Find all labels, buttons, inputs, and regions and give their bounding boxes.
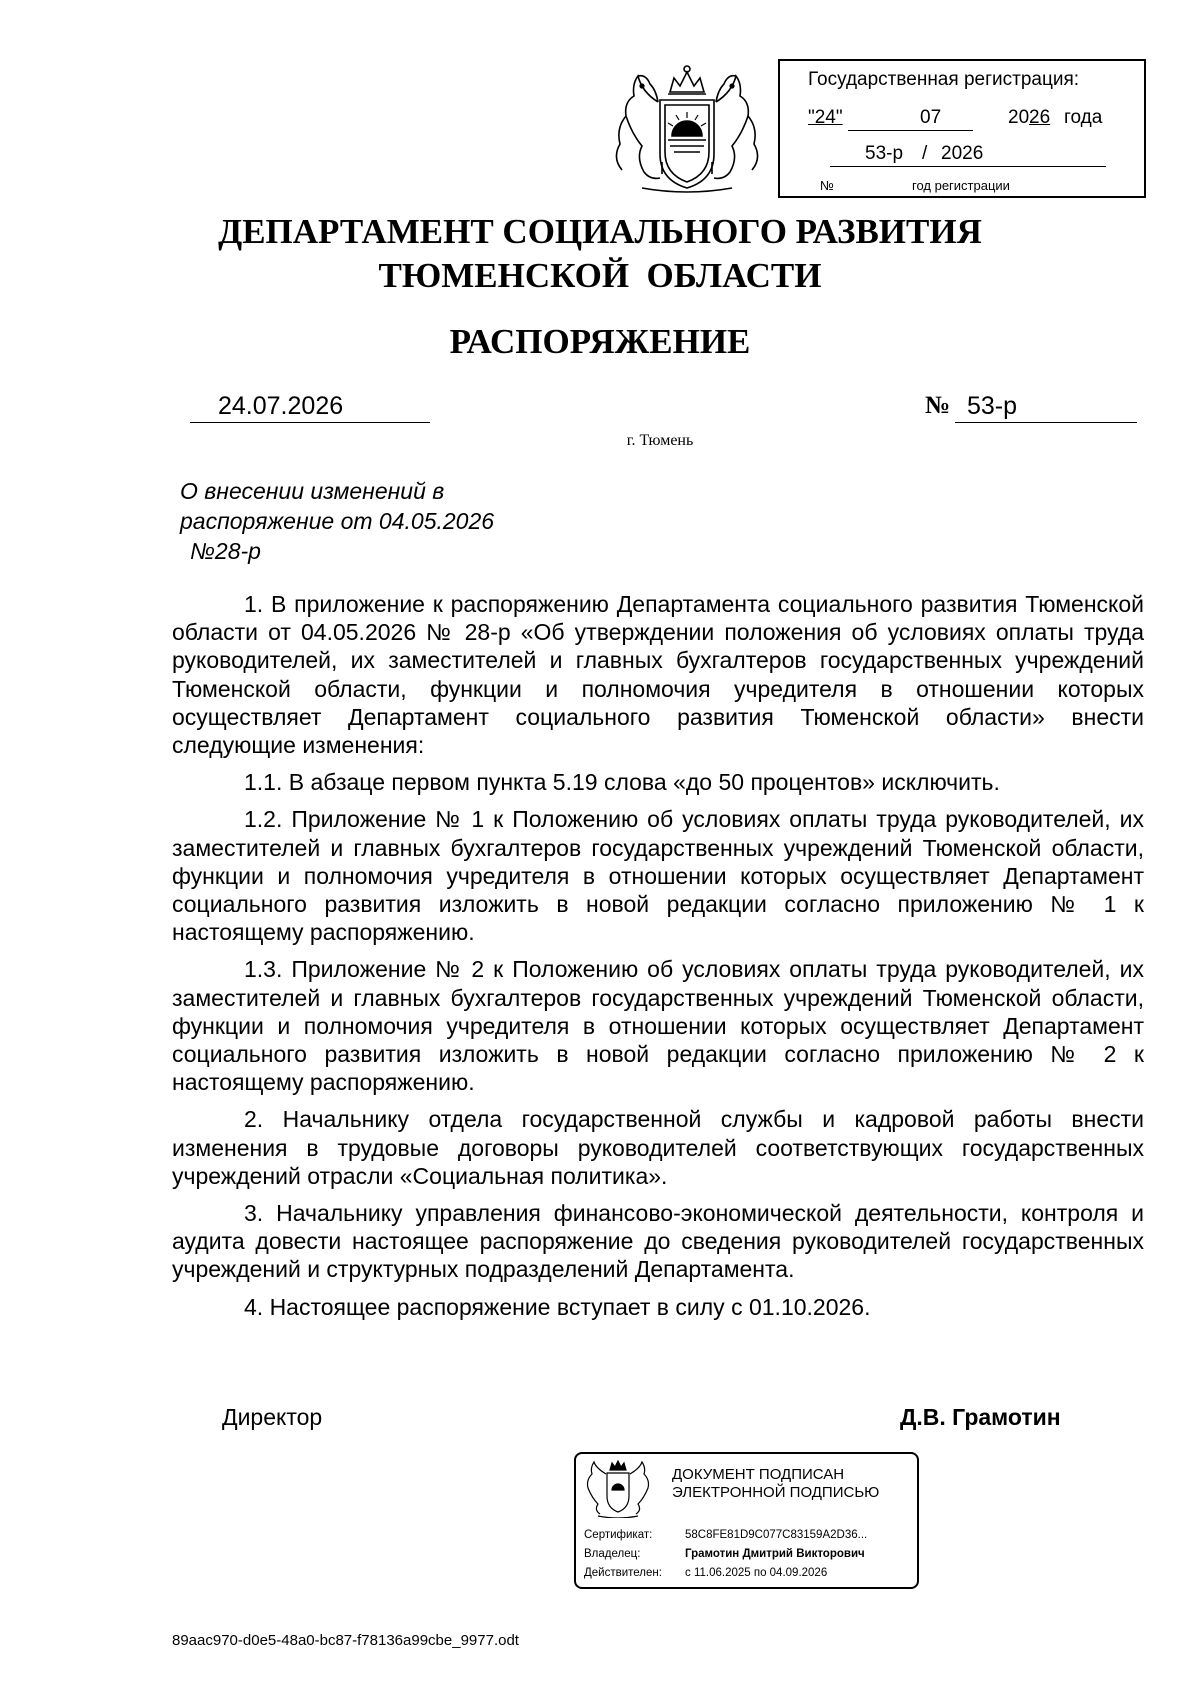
document-subject <box>180 476 494 566</box>
document-number-label: № <box>925 392 951 419</box>
registration-stamp-box <box>778 59 1146 198</box>
paragraph-4: 4. Настоящее распоряжение вступает в силу с 01.10.2026. <box>244 1293 871 1320</box>
department-name <box>0 210 1200 298</box>
paragraph-3: 3. Начальнику управления финансово-экономической деятельности, контроля и аудита довести настоящее распоряжение до сведения руководителей государственных учреждений и структурных подразделений Департамента. <box>172 1200 1144 1283</box>
esign-heading-line2: ЭЛЕКТРОННОЙ ПОДПИСЬЮ <box>672 1484 880 1501</box>
registration-year-prefix: 20 <box>1008 107 1030 128</box>
esign-validity-label: Действителен: <box>584 1567 662 1579</box>
registration-slash: / <box>922 143 928 164</box>
document-city: г. Тюмень <box>626 432 694 449</box>
coat-of-arms-emblem <box>602 62 772 197</box>
footer-filename: 89aac970-d0e5-48a0-bc87-f78136a99cbe_9977.odt <box>172 1632 519 1649</box>
esign-validity-value: с 11.06.2025 по 04.09.2026 <box>685 1567 828 1579</box>
document-number-field <box>955 392 1137 423</box>
registration-date-line <box>808 107 1128 131</box>
esign-heading-line1: ДОКУМЕНТ ПОДПИСАН <box>672 1466 845 1483</box>
esign-certificate-row <box>584 1529 867 1541</box>
esign-certificate-label: Сертификат: <box>584 1529 653 1541</box>
registration-number: 53-р <box>865 143 904 164</box>
registration-year-caption: год регистрации <box>912 178 1010 193</box>
paragraph-1-2: 1.2. Приложение № 1 к Положению об условиях оплаты труда руководителей, их заместителей и главных бухгалтеров государственных учреждений Тюменской области, функции и полномочия учредителя в отношении которых осуществляет Департамент социального развития изложить в новой редакции согласно приложению № 1 к настоящему распоряжению. <box>172 806 1144 946</box>
subject-line2: распоряжение от 04.05.2026 <box>180 508 495 534</box>
small-coat-of-arms-icon <box>584 1460 652 1518</box>
subject-line1: О внесении изменений в <box>180 478 445 504</box>
signatory-name: Д.В. Грамотин <box>900 1404 1061 1430</box>
paragraph-2: 2. Начальнику отдела государственной службы и кадровой работы внести изменения в трудовые договоры руководителей соответствующих государственных учреждений отрасли «Социальная политика». <box>172 1106 1144 1189</box>
electronic-signature-stamp <box>574 1452 919 1589</box>
registration-day: "24" <box>808 107 843 128</box>
registration-title: Государственная регистрация: <box>808 69 1080 90</box>
department-name-line2: ТЮМЕНСКОЙ ОБЛАСТИ <box>378 256 822 295</box>
subject-line3: №28-р <box>190 538 261 564</box>
esign-owner-label: Владелец: <box>584 1548 641 1560</box>
esign-validity-row <box>584 1567 827 1579</box>
esign-owner-value: Грамотин Дмитрий Викторович <box>685 1548 865 1560</box>
registration-year-word: года <box>1064 107 1103 128</box>
registration-year: 2026 <box>941 143 984 164</box>
paragraph-1-3: 1.3. Приложение № 2 к Положению об условиях оплаты труда руководителей, их заместителей и главных бухгалтеров государственных учреждений Тюменской области, функции и полномочия учредителя в отношении которых осуществляет Департамент социального развития изложить в новой редакции согласно приложению № 2 к настоящему распоряжению. <box>172 956 1144 1096</box>
esign-certificate-value: 58C8FE81D9C077C83159A2D36... <box>685 1529 868 1541</box>
document-body <box>172 590 1144 1330</box>
paragraph-1: 1. В приложение к распоряжению Департамента социального развития Тюменской области от 04.05.2026 № 28-р «Об утверждении положения об условиях оплаты труда руководителей, их заместителей и главных бухгалтеров государственных учреждений Тюменской области, функции и полномочия учредителя в отношении которых осуществляет Департамент социального развития Тюменской области» внести следующие изменения: <box>172 591 1144 759</box>
registration-year-suffix: 26 <box>1029 107 1051 128</box>
department-name-line1: ДЕПАРТАМЕНТ СОЦИАЛЬНОГО РАЗВИТИЯ <box>218 212 982 251</box>
document-date: 24.07.2026 <box>218 392 344 420</box>
paragraph-1-1: 1.1. В абзаце первом пункта 5.19 слова «до 50 процентов» исключить. <box>244 769 1000 796</box>
document-number: 53-р <box>967 392 1018 420</box>
document-type-title: РАСПОРЯЖЕНИЕ <box>449 322 751 361</box>
document-date-field <box>190 392 430 423</box>
esign-owner-row <box>584 1548 865 1560</box>
esign-heading <box>672 1466 879 1502</box>
registration-number-caption: № <box>820 178 834 193</box>
signatory-position: Директор <box>222 1404 323 1430</box>
registration-month: 07 <box>920 107 942 128</box>
registration-number-line <box>808 143 1128 167</box>
